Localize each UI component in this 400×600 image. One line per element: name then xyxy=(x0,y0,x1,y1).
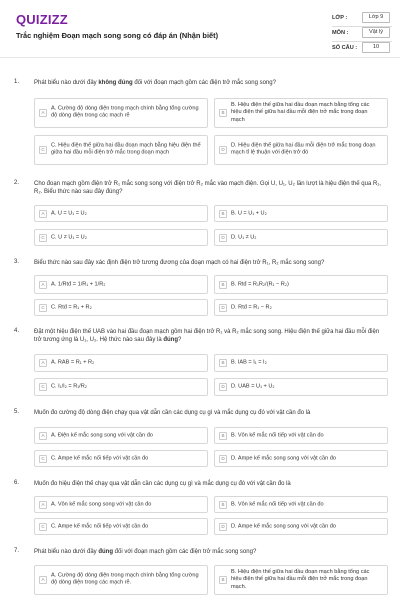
option-text: B. Hiệu điện thế giữa hai đầu đoạn mạch bằng tổng các hiệu điện thế giữa hai đầu mỗi điện trở mắc trong đoạn mạch. xyxy=(231,568,370,590)
option-letter: B xyxy=(219,501,227,509)
option-c[interactable] xyxy=(34,135,208,165)
option-b[interactable] xyxy=(214,275,388,294)
option-text: B. Vôn kế mắc nối tiếp với vật cần đo xyxy=(231,431,324,438)
question-text: Muốn đo hiệu điện thế chạy qua vật dẫn cần các dụng cụ gì và mắc dụng cụ đó với vật cần đo là xyxy=(34,481,291,487)
option-c[interactable] xyxy=(34,299,208,316)
option-letter: A xyxy=(39,210,47,218)
option-text: A. Cường độ dòng điện trong mạch chính bằng tổng cường độ dòng điện trong các mạch rẽ xyxy=(51,105,199,119)
option-b[interactable] xyxy=(214,205,388,222)
option-d[interactable] xyxy=(214,229,388,246)
option-text: C. I₁/I₂ = R₁/R₂ xyxy=(51,383,87,390)
option-text: C. U ≠ U₁ = U₂ xyxy=(51,233,87,240)
option-text: B. Vôn kế mắc nối tiếp với vật cần đo xyxy=(231,500,324,507)
option-letter: A xyxy=(39,359,47,367)
worksheet-header xyxy=(0,0,400,58)
option-d[interactable] xyxy=(214,135,388,165)
option-text: A. Vôn kế mắc song song với vật cần đo xyxy=(51,500,152,507)
option-b[interactable] xyxy=(214,496,388,513)
option-c[interactable] xyxy=(34,378,208,396)
option-text: D. Ampe kế mắc song song với vật cần đo xyxy=(231,454,337,461)
option-letter: A xyxy=(39,501,47,509)
option-text: A. Cường độ dòng điện trong mạch chính bằng tổng cường độ dòng điện trong các mạch rẽ. xyxy=(51,572,199,586)
option-a[interactable] xyxy=(34,275,208,294)
option-text: A. Điện kế mắc song song với vật cần đo xyxy=(51,431,153,438)
meta-value-count: 10 xyxy=(362,42,390,53)
option-c[interactable] xyxy=(34,450,208,467)
option-letter: D xyxy=(219,383,227,391)
option-text: B. Hiệu điện thế giữa hai đầu đoạn mạch bằng tổng các hiệu điện thế giữa hai đầu mỗi điện trở mắc trong đoạn mạch xyxy=(231,101,370,123)
meta-label-subject: MÔN : xyxy=(332,30,349,36)
option-a[interactable] xyxy=(34,427,208,444)
option-b[interactable] xyxy=(214,565,388,595)
worksheet-title: Trắc nghiệm Đoạn mạch song song có đáp án (Nhận biết) xyxy=(16,31,219,40)
option-letter: C xyxy=(39,234,47,242)
option-letter: A xyxy=(39,432,47,440)
question-number: 3. xyxy=(14,259,20,265)
option-letter: C xyxy=(39,523,47,531)
option-d[interactable] xyxy=(214,518,388,535)
option-d[interactable] xyxy=(214,299,388,316)
option-text: B. U = U₁ + U₂ xyxy=(231,209,267,216)
meta-label-grade: LỚP : xyxy=(332,15,348,21)
option-letter: C xyxy=(39,455,47,463)
question-text: Đặt một hiệu điện thế UAB vào hai đầu đoạn mạch gồm hai điện trở R₁ và R₂ mắc song song. Hiệu điện thế giữa hai đầu mỗi điện trở tương ứng là U₁, U₂. Hệ thức nào sau đây là đúng? xyxy=(34,329,380,344)
option-text: D. UAB = U₁ + U₂ xyxy=(231,383,275,390)
meta-value-subject: Vật lý xyxy=(362,27,390,38)
question-text: Muốn đo cường độ dòng điện chạy qua vật dẫn cần các dụng cụ gì và mắc dụng cụ đó với vật cần đo là xyxy=(34,410,311,416)
option-d[interactable] xyxy=(214,378,388,396)
option-letter: B xyxy=(219,210,227,218)
question-text: Phát biểu nào dưới đây đúng đối với đoạn mạch gồm các điện trở mắc song song? xyxy=(34,549,257,555)
option-a[interactable] xyxy=(34,496,208,513)
option-text: A. 1/Rtđ = 1/R₁ + 1/R₂ xyxy=(51,280,106,287)
option-b[interactable] xyxy=(214,354,388,372)
option-text: C. Hiệu điện thế giữa hai đầu đoạn mạch bằng hiệu điện thế giữa hai đầu mỗi điện trở mắc trong đoạn mạch xyxy=(51,142,201,156)
option-text: B. Rtđ = R₁R₂/(R₁ − R₂) xyxy=(231,280,289,287)
option-a[interactable] xyxy=(34,354,208,372)
option-letter: D xyxy=(219,455,227,463)
option-text: C. Rtđ = R₁ + R₂ xyxy=(51,303,92,310)
option-c[interactable] xyxy=(34,518,208,535)
option-letter: D xyxy=(219,523,227,531)
option-letter: B xyxy=(219,109,227,117)
option-text: D. U₁ ≠ U₂ xyxy=(231,233,257,240)
option-c[interactable] xyxy=(34,229,208,246)
option-a[interactable] xyxy=(34,565,208,595)
option-letter: B xyxy=(219,281,227,289)
option-letter: B xyxy=(219,576,227,584)
option-d[interactable] xyxy=(214,450,388,467)
option-b[interactable] xyxy=(214,98,388,128)
option-text: A. U = U₁ = U₂ xyxy=(51,209,87,216)
question-text: Cho đoạn mạch gồm điện trở R₁ mắc song song với điện trở R₂ mắc vào mạch điện. Gọi U, U₁, U₂ lần lượt là hiệu điện thế qua R₁, R₂. Biểu thức nào sau đây đúng? xyxy=(34,181,381,196)
option-text: C. Ampe kế mắc nối tiếp với vật cần đo xyxy=(51,454,149,461)
question-number: 4. xyxy=(14,328,20,334)
meta-label-count: SỐ CÂU : xyxy=(332,45,358,51)
option-b[interactable] xyxy=(214,427,388,444)
question-number: 5. xyxy=(14,409,20,415)
option-letter: D xyxy=(219,304,227,312)
question-number: 7. xyxy=(14,548,20,554)
option-letter: D xyxy=(219,234,227,242)
meta-value-grade: Lớp 9 xyxy=(362,12,390,23)
option-text: A. RAB = R₁ + R₂ xyxy=(51,359,95,366)
option-a[interactable] xyxy=(34,205,208,222)
quizizz-logo: QUIZIZZ xyxy=(16,12,68,27)
option-letter: A xyxy=(39,281,47,289)
option-letter: A xyxy=(39,109,47,117)
option-letter: C xyxy=(39,146,47,154)
question-number: 6. xyxy=(14,480,20,486)
option-letter: C xyxy=(39,304,47,312)
option-text: D. Hiệu điện thế giữa hai đầu mỗi điện trở mắc trong đoạn mạch tỉ lệ thuận với điện trở đó xyxy=(231,142,376,156)
option-letter: D xyxy=(219,146,227,154)
option-text: C. Ampe kế mắc nối tiếp với vật cần đo xyxy=(51,522,149,529)
option-text: B. IAB = I₁ = I₂ xyxy=(231,359,267,366)
question-number: 1. xyxy=(14,79,20,85)
question-text: Phát biểu nào dưới đây không đúng đối với đoạn mạch gồm các điện trở mắc song song? xyxy=(34,80,276,86)
option-a[interactable] xyxy=(34,98,208,128)
option-letter: C xyxy=(39,383,47,391)
option-text: D. Ampe kế mắc song song với vật cần đo xyxy=(231,522,337,529)
option-letter: B xyxy=(219,359,227,367)
question-text: Biểu thức nào sau đây xác định điện trở tương đương của đoạn mạch có hai điện trở R₁, R₂ mắc song song? xyxy=(34,260,325,266)
option-text: D. Rtđ = R₁ − R₂ xyxy=(231,303,272,310)
option-letter: A xyxy=(39,576,47,584)
question-number: 2. xyxy=(14,180,20,186)
option-letter: B xyxy=(219,432,227,440)
